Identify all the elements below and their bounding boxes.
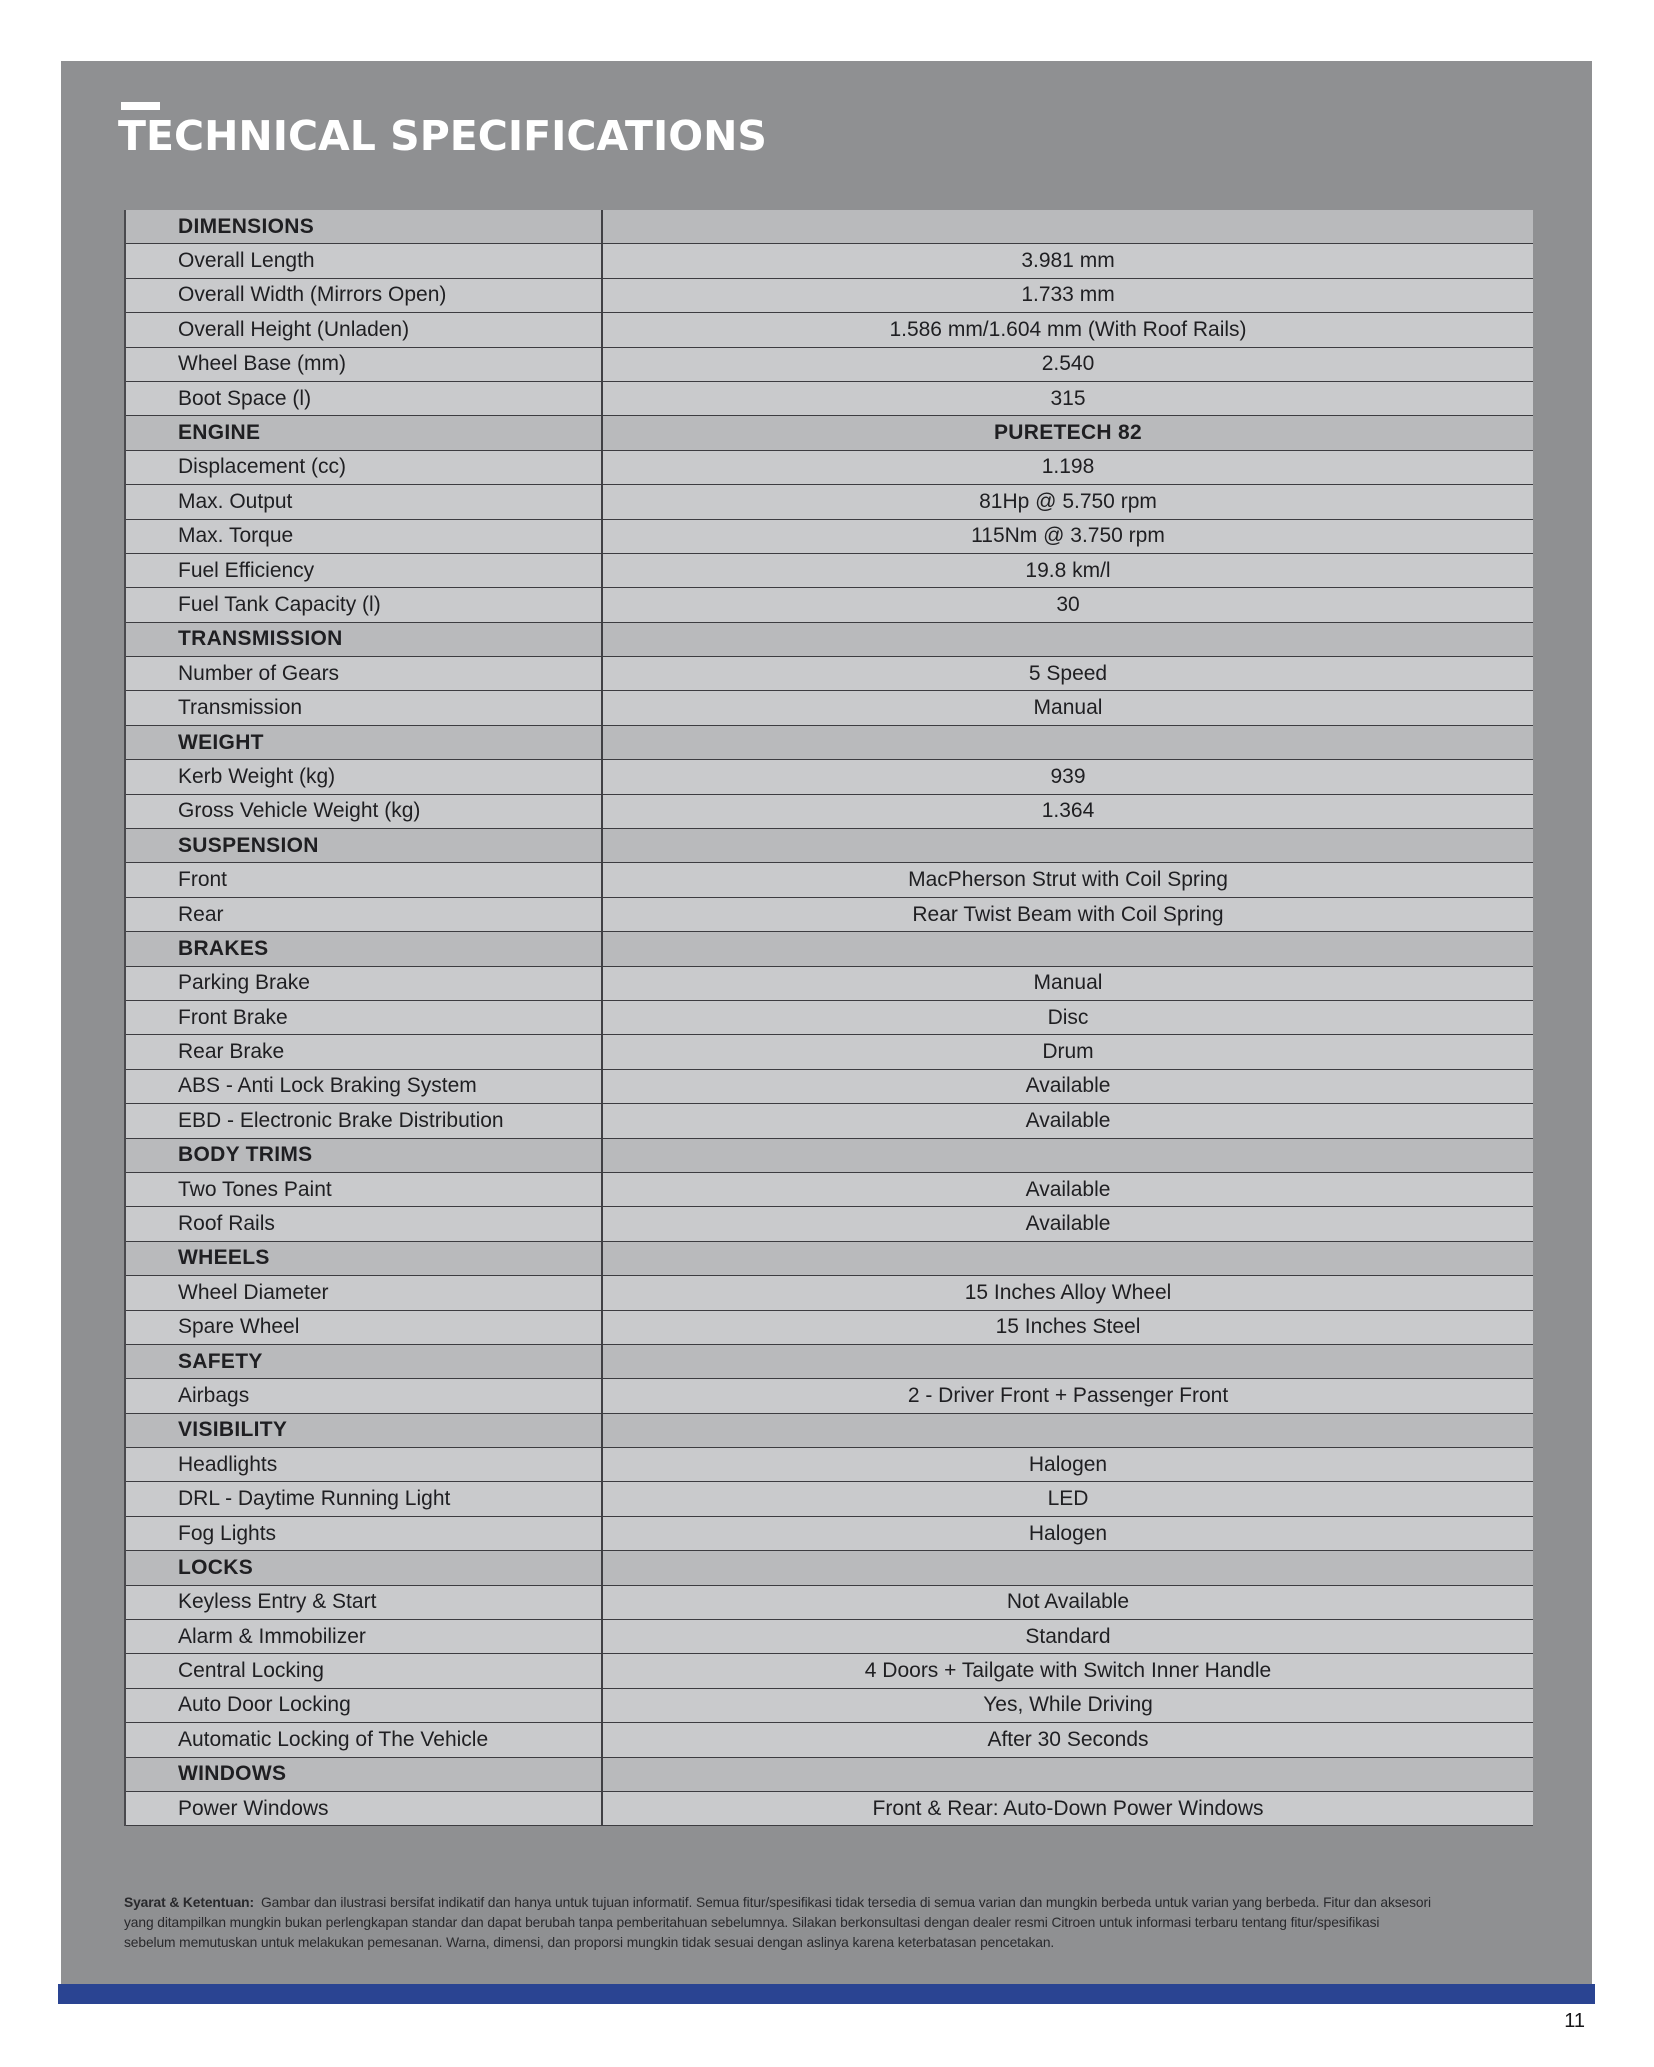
section-header-label: WEIGHT	[126, 726, 603, 759]
section-header-row	[126, 1139, 1533, 1173]
page-title: TECHNICAL SPECIFICATIONS	[118, 112, 767, 160]
spec-row	[126, 657, 1533, 691]
section-header-label: WINDOWS	[126, 1758, 603, 1791]
spec-row	[126, 1379, 1533, 1413]
spec-value: Drum	[1042, 1040, 1094, 1064]
spec-label: Fuel Efficiency	[126, 554, 603, 587]
spec-value: 15 Inches Steel	[995, 1315, 1141, 1339]
spec-row	[126, 1070, 1533, 1104]
section-header-value	[603, 623, 1533, 656]
spec-value: 1.198	[1041, 455, 1095, 479]
spec-value: Disc	[1047, 1005, 1089, 1029]
spec-row	[126, 1311, 1533, 1345]
section-header-label: SAFETY	[126, 1345, 603, 1378]
spec-row	[126, 898, 1533, 932]
spec-value: Yes, While Driving	[983, 1693, 1153, 1717]
spec-label: Airbags	[126, 1379, 603, 1412]
section-header-label: SUSPENSION	[126, 829, 603, 862]
spec-label: Fuel Tank Capacity (l)	[126, 588, 603, 621]
spec-row	[126, 485, 1533, 519]
spec-value: 3.981 mm	[1021, 249, 1115, 273]
spec-row	[126, 795, 1533, 829]
spec-label: EBD - Electronic Brake Distribution	[126, 1104, 603, 1137]
spec-row	[126, 1586, 1533, 1620]
section-header-value	[603, 829, 1533, 862]
spec-row	[126, 1104, 1533, 1138]
spec-value: 4 Doors + Tailgate with Switch Inner Handle	[864, 1659, 1272, 1683]
spec-label: Boot Space (l)	[126, 382, 603, 415]
spec-value: 2 - Driver Front + Passenger Front	[907, 1383, 1229, 1407]
spec-value: Not Available	[1006, 1590, 1130, 1614]
section-header-value	[603, 1242, 1533, 1275]
spec-value: 19.8 km/l	[1025, 558, 1111, 582]
spec-row	[126, 691, 1533, 725]
spec-row	[126, 244, 1533, 278]
spec-value: After 30 Seconds	[987, 1727, 1149, 1751]
section-header-value	[603, 210, 1533, 243]
section-header-row	[126, 1551, 1533, 1585]
spec-row	[126, 1035, 1533, 1069]
spec-value: Manual	[1033, 696, 1103, 720]
section-header-value: PURETECH 82	[993, 421, 1142, 445]
spec-label: Overall Height (Unladen)	[126, 313, 603, 346]
spec-label: Fog Lights	[126, 1517, 603, 1550]
spec-label: Central Locking	[126, 1654, 603, 1687]
spec-label: Keyless Entry & Start	[126, 1586, 603, 1619]
section-header-value	[603, 1758, 1533, 1791]
spec-label: Wheel Diameter	[126, 1276, 603, 1309]
section-header-label: ENGINE	[126, 416, 603, 449]
spec-label: Parking Brake	[126, 967, 603, 1000]
spec-value: Halogen	[1028, 1521, 1108, 1545]
spec-label: Headlights	[126, 1448, 603, 1481]
spec-label: Two Tones Paint	[126, 1173, 603, 1206]
spec-label: Number of Gears	[126, 657, 603, 690]
spec-value: 115Nm @ 3.750 rpm	[971, 524, 1165, 548]
spec-row	[126, 1517, 1533, 1551]
section-header-label: BODY TRIMS	[126, 1139, 603, 1172]
spec-value: 81Hp @ 5.750 rpm	[979, 489, 1157, 513]
spec-row	[126, 554, 1533, 588]
section-header-label: WHEELS	[126, 1242, 603, 1275]
spec-value: LED	[1047, 1487, 1089, 1511]
spec-label: DRL - Daytime Running Light	[126, 1482, 603, 1515]
spec-row	[126, 520, 1533, 554]
spec-row	[126, 863, 1533, 897]
spec-label: Auto Door Locking	[126, 1689, 603, 1722]
section-header-value	[603, 1345, 1533, 1378]
section-header-row	[126, 726, 1533, 760]
spec-row	[126, 348, 1533, 382]
section-header-value	[603, 932, 1533, 965]
spec-row	[126, 1173, 1533, 1207]
footer-disclaimer	[124, 1893, 1569, 1953]
spec-row	[126, 1207, 1533, 1241]
spec-value: Available	[1025, 1212, 1111, 1236]
footer-line-2: yang ditampilkan mungkin bukan perlengkapan standar dan dapat berubah tanpa pemberitahuan sebelumnya. Silakan berkonsultasi dengan dealer resmi Citroen untuk informasi terbaru tentang fitur/spesifikasi	[124, 1915, 1380, 1930]
footer-line-3: sebelum memutuskan untuk melakukan pemesanan. Warna, dimensi, dan proporsi mungkin tidak sesuai dengan aslinya karena keterbatasan pencetakan.	[124, 1935, 1055, 1950]
spec-row	[126, 588, 1533, 622]
section-header-row	[126, 1345, 1533, 1379]
spec-label: Displacement (cc)	[126, 451, 603, 484]
spec-label: ABS - Anti Lock Braking System	[126, 1070, 603, 1103]
spec-row	[126, 1689, 1533, 1723]
spec-label: Max. Output	[126, 485, 603, 518]
spec-row	[126, 967, 1533, 1001]
spec-value: Available	[1025, 1108, 1111, 1132]
spec-row	[126, 1620, 1533, 1654]
section-header-label: BRAKES	[126, 932, 603, 965]
spec-value: 5 Speed	[1028, 661, 1108, 685]
spec-row	[126, 760, 1533, 794]
spec-value: 315	[1050, 386, 1086, 410]
spec-label: Roof Rails	[126, 1207, 603, 1240]
page-number: 11	[1564, 2010, 1585, 2032]
section-header-row	[126, 1242, 1533, 1276]
footer-line-1-text: Gambar dan ilustrasi bersifat indikatif dan hanya untuk tujuan informatif. Semua fitur/spesifikasi tidak tersedia di semua varian dan mungkin berbeda untuk varian yang berbeda. Fitur dan aksesori	[260, 1895, 1431, 1910]
spec-row	[126, 1448, 1533, 1482]
spec-row	[126, 1654, 1533, 1688]
title-dash	[121, 102, 160, 110]
spec-row	[126, 1001, 1533, 1035]
section-header-value	[603, 1414, 1533, 1447]
section-header-label: TRANSMISSION	[126, 623, 603, 656]
spec-value: 1.733 mm	[1021, 283, 1115, 307]
section-header-value	[603, 1139, 1533, 1172]
section-header-row	[126, 1414, 1533, 1448]
spec-label: Kerb Weight (kg)	[126, 760, 603, 793]
section-header-row	[126, 932, 1533, 966]
spec-value: 1.364	[1041, 799, 1095, 823]
spec-label: Transmission	[126, 691, 603, 724]
spec-row	[126, 279, 1533, 313]
spec-row	[126, 1482, 1533, 1516]
spec-value: 15 Inches Alloy Wheel	[964, 1280, 1172, 1304]
spec-value: Front & Rear: Auto-Down Power Windows	[872, 1796, 1264, 1820]
footer-line-1	[124, 1893, 1569, 1913]
spec-value: MacPherson Strut with Coil Spring	[908, 868, 1228, 892]
section-header-row	[126, 1758, 1533, 1792]
spec-row	[126, 313, 1533, 347]
spec-value: 30	[1056, 592, 1080, 616]
spec-label: Spare Wheel	[126, 1311, 603, 1344]
spec-label: Max. Torque	[126, 520, 603, 553]
spec-row	[126, 382, 1533, 416]
spec-row	[126, 451, 1533, 485]
spec-value: Available	[1025, 1074, 1111, 1098]
section-header-row	[126, 829, 1533, 863]
spec-label: Rear	[126, 898, 603, 931]
spec-value: 2.540	[1041, 352, 1095, 376]
spec-value: Manual	[1033, 971, 1103, 995]
spec-label: Overall Width (Mirrors Open)	[126, 279, 603, 312]
spec-label: Wheel Base (mm)	[126, 348, 603, 381]
section-header-label: DIMENSIONS	[126, 210, 603, 243]
footer-bold-prefix: Syarat & Ketentuan:	[124, 1895, 254, 1910]
spec-row	[126, 1276, 1533, 1310]
spec-label: Overall Length	[126, 244, 603, 277]
spec-value: Rear Twist Beam with Coil Spring	[912, 902, 1224, 926]
spec-panel	[61, 61, 1592, 1984]
spec-value: Available	[1025, 1177, 1111, 1201]
section-header-row	[126, 623, 1533, 657]
section-header-value	[603, 1551, 1533, 1584]
spec-value: Standard	[1025, 1624, 1111, 1648]
spec-label: Rear Brake	[126, 1035, 603, 1068]
spec-label: Power Windows	[126, 1792, 603, 1825]
section-header-label: VISIBILITY	[126, 1414, 603, 1447]
spec-value: 1.586 mm/1.604 mm (With Roof Rails)	[889, 317, 1247, 341]
spec-label: Front Brake	[126, 1001, 603, 1034]
spec-value: 939	[1050, 764, 1086, 788]
spec-row	[126, 1792, 1533, 1826]
spec-value: Halogen	[1028, 1452, 1108, 1476]
spec-label: Alarm & Immobilizer	[126, 1620, 603, 1653]
section-header-row	[126, 210, 1533, 244]
spec-label: Front	[126, 863, 603, 896]
spec-label: Automatic Locking of The Vehicle	[126, 1723, 603, 1756]
spec-table	[124, 210, 1533, 1826]
spec-row	[126, 1723, 1533, 1757]
section-header-label: LOCKS	[126, 1551, 603, 1584]
bottom-blue-bar	[58, 1984, 1595, 2004]
spec-label: Gross Vehicle Weight (kg)	[126, 795, 603, 828]
section-header-value	[603, 726, 1533, 759]
section-header-row	[126, 416, 1533, 450]
